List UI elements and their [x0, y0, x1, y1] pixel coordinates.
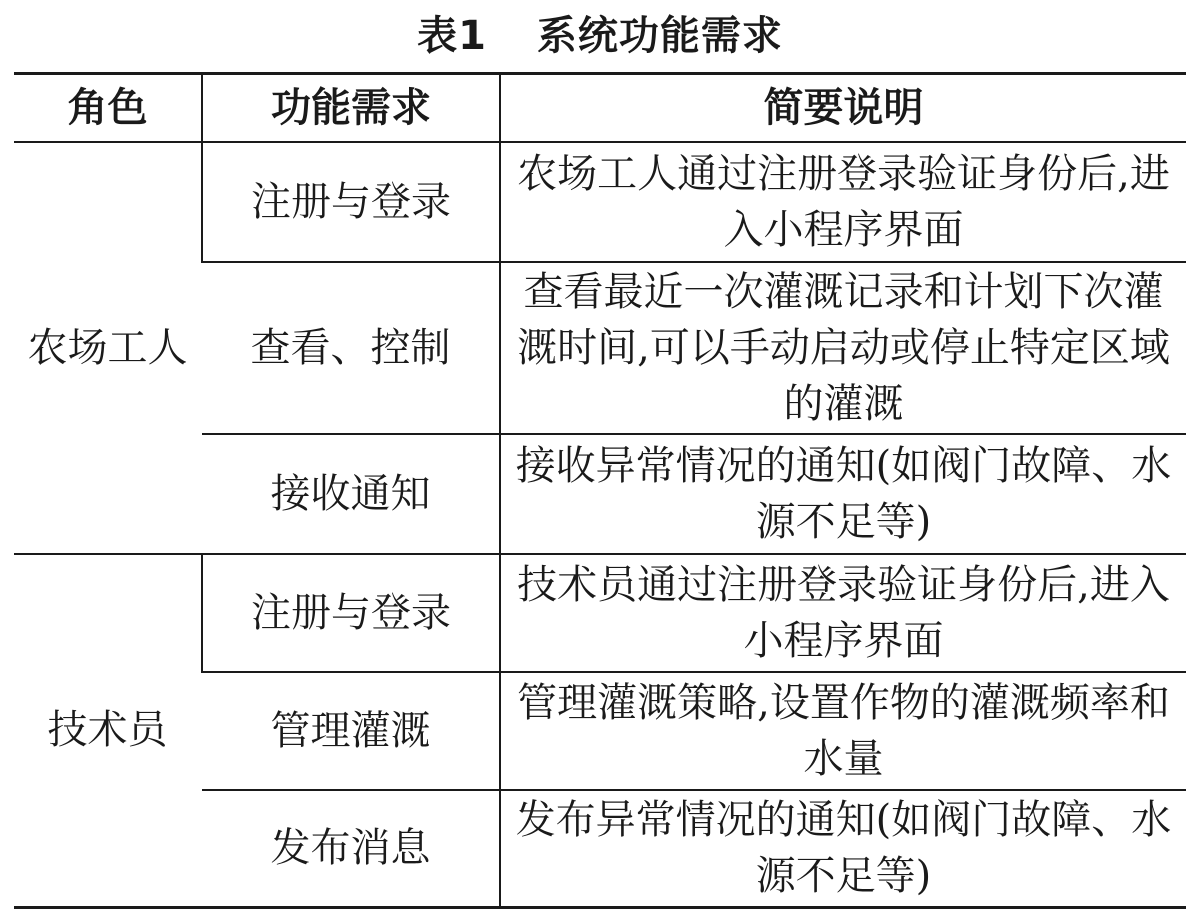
role-cell: 农场工人 — [14, 142, 202, 554]
role-cell: 技术员 — [14, 554, 202, 908]
description-cell — [500, 790, 1186, 908]
description-cell — [500, 434, 1186, 554]
header-role: 角色 — [14, 74, 202, 142]
header-row — [14, 74, 1186, 142]
description-text: 发布异常情况的通知(如阀门故障、水源不足等) — [515, 797, 1172, 900]
description-cell — [500, 672, 1186, 790]
function-cell: 接收通知 — [202, 434, 500, 554]
description-text: 技术员通过注册登录验证身份后,进入小程序界面 — [517, 561, 1170, 664]
description-cell — [500, 554, 1186, 672]
table-row — [14, 554, 1186, 672]
header-function: 功能需求 — [202, 74, 500, 142]
function-cell: 发布消息 — [202, 790, 500, 908]
function-cell: 管理灌溉 — [202, 672, 500, 790]
description-text: 管理灌溉策略,设置作物的灌溉频率和水量 — [517, 679, 1170, 782]
description-text: 农场工人通过注册登录验证身份后,进入小程序界面 — [517, 150, 1170, 253]
description-text: 查看最近一次灌溉记录和计划下次灌溉时间,可以手动启动或停止特定区域的灌溉 — [517, 268, 1170, 427]
function-cell: 查看、控制 — [202, 262, 500, 434]
description-text: 接收异常情况的通知(如阀门故障、水源不足等) — [515, 442, 1172, 545]
table-row — [14, 142, 1186, 262]
table-title: 系统功能需求 — [536, 12, 783, 59]
function-cell: 注册与登录 — [202, 142, 500, 262]
header-description: 简要说明 — [500, 74, 1186, 142]
function-cell: 注册与登录 — [202, 554, 500, 672]
table-number: 表1 — [417, 12, 487, 59]
table-caption — [14, 0, 1186, 64]
requirements-table — [14, 72, 1186, 909]
description-cell — [500, 262, 1186, 434]
description-cell — [500, 142, 1186, 262]
